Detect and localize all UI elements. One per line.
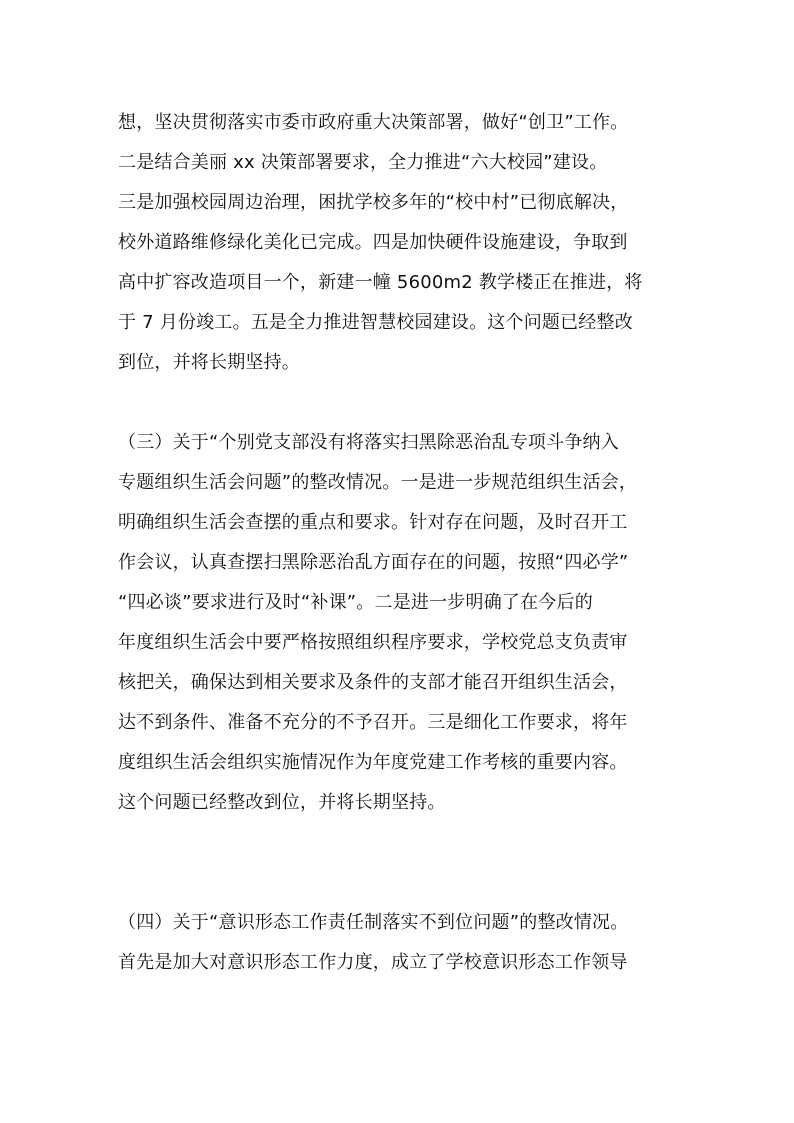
text-line: 到位，并将长期坚持。 (118, 352, 300, 373)
text-line: 作会议，认真查摆扫黑除恶治乱方面存在的问题，按照“四必学” (118, 552, 629, 573)
text-line: 二是结合美丽 xx 决策部署要求，全力推进“六大校园”建设。 (118, 152, 608, 173)
text-line: 想，坚决贯彻落实市委市政府重大决策部署，做好“创卫”工作。 (118, 112, 629, 133)
text-line: 度组织生活会组织实施情况作为年度党建工作考核的重要内容。 (118, 752, 628, 773)
text-line: 校外道路维修绿化美化已完成。四是加快硬件设施建设，争取到 (118, 232, 628, 253)
text-line: 这个问题已经整改到位，并将长期坚持。 (118, 792, 446, 813)
text-line: 专题组织生活会问题”的整改情况。一是进一步规范组织生活会， (118, 472, 638, 493)
text-line: 年度组织生活会中要严格按照组织程序要求，学校党总支负责审 (118, 632, 628, 653)
text-line: 达不到条件、准备不充分的不予召开。三是细化工作要求，将年 (118, 712, 628, 733)
text-line: 明确组织生活会查摆的重点和要求。针对存在问题，及时召开工 (118, 512, 628, 533)
section-heading-line: （三）关于“个别党支部没有将落实扫黑除恶治乱专项斗争纳入 (118, 432, 619, 453)
text-line: “四必谈”要求进行及时“补课”。二是进一步明确了在今后的 (118, 592, 593, 613)
text-line: 首先是加大对意识形态工作力度，成立了学校意识形态工作领导 (118, 952, 628, 973)
text-line: 核把关，确保达到相关要求及条件的支部才能召开组织生活会， (118, 672, 628, 693)
text-line: 高中扩容改造项目一个，新建一幢 5600m2 教学楼正在推进，将 (118, 272, 643, 293)
text-line: 三是加强校园周边治理，困扰学校多年的“校中村”已彻底解决， (118, 192, 629, 213)
text-line: 于 7 月份竣工。五是全力推进智慧校园建设。这个问题已经整改 (118, 312, 633, 333)
section-heading-line: （四）关于“意识形态工作责任制落实不到位问题”的整改情况。 (118, 912, 629, 933)
